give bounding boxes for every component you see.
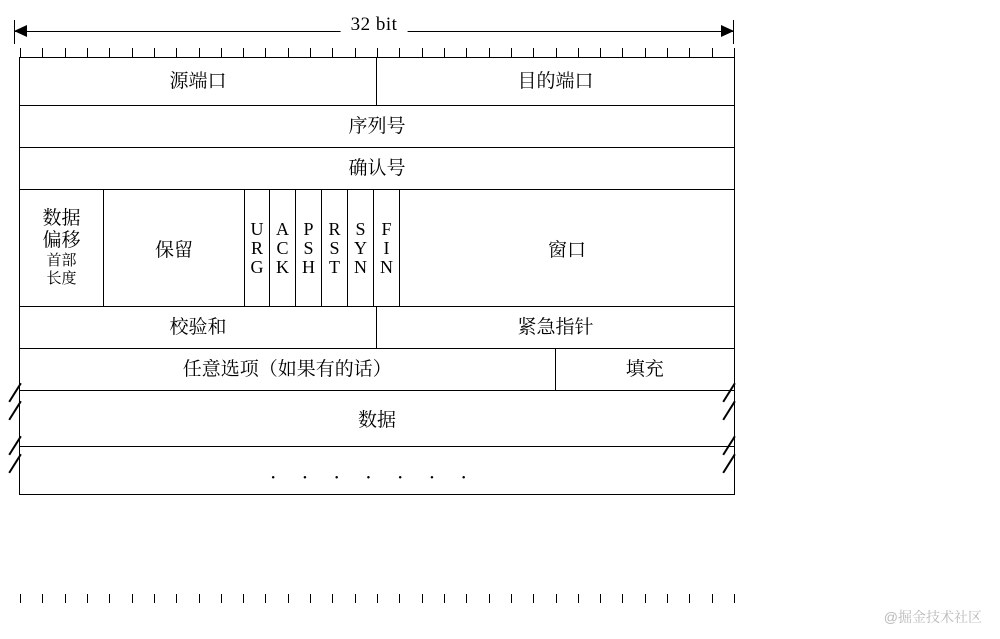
- bit-tick: [87, 48, 88, 57]
- bit-tick: [243, 48, 244, 57]
- bit-tick: [734, 48, 735, 57]
- bit-tick: [199, 594, 200, 603]
- data-offset-sub2: 长度: [46, 271, 77, 287]
- field-urgent-pointer: 紧急指针: [517, 316, 594, 338]
- bit-tick: [667, 48, 668, 57]
- bit-tick: [310, 594, 311, 603]
- row-ack: [20, 148, 734, 190]
- bit-tick: [622, 594, 623, 603]
- bit-tick: [667, 594, 668, 603]
- watermark: @掘金技术社区: [883, 609, 982, 625]
- break-slash-right-icon-2: [721, 454, 747, 488]
- flag-letter: H: [302, 256, 315, 277]
- flag-letter: N: [380, 256, 393, 277]
- bit-tick: [444, 48, 445, 57]
- bit-tick: [176, 594, 177, 603]
- bit-tick: [265, 48, 266, 57]
- ruler-right-arrow-icon: [721, 25, 734, 37]
- flag-letter: A: [276, 218, 289, 239]
- bit-tick: [221, 48, 222, 57]
- bit-tick: [154, 48, 155, 57]
- bit-tick: [355, 594, 356, 603]
- flag-letter: S: [329, 237, 340, 258]
- bit-tick: [511, 48, 512, 57]
- bit-tick: [132, 594, 133, 603]
- flag-letter: U: [250, 218, 264, 239]
- flag-urg: [244, 190, 270, 306]
- flag-letter: K: [276, 256, 289, 277]
- flag-rst: [322, 190, 348, 306]
- flag-letter: C: [276, 237, 289, 258]
- bit-ticks-bottom: [20, 594, 734, 603]
- flag-letter: I: [383, 237, 390, 258]
- bit-tick: [288, 594, 289, 603]
- bit-tick: [489, 48, 490, 57]
- bit-tick: [422, 594, 423, 603]
- width-ruler: [14, 14, 734, 48]
- bit-tick: [132, 48, 133, 57]
- bit-tick: [310, 48, 311, 57]
- bit-tick: [377, 594, 378, 603]
- bit-tick: [444, 594, 445, 603]
- bit-tick: [422, 48, 423, 57]
- row-options-padding: [20, 349, 734, 391]
- data-offset-line2: 偏移: [42, 230, 81, 251]
- bit-tick: [399, 594, 400, 603]
- bit-tick: [556, 594, 557, 603]
- row-checksum-urgent: [20, 307, 734, 349]
- flag-letter: R: [328, 218, 341, 239]
- break-slash-left-icon: [7, 401, 33, 435]
- field-checksum: 校验和: [20, 307, 377, 348]
- bit-tick: [466, 594, 467, 603]
- flag-letter: S: [355, 218, 366, 239]
- bit-tick: [42, 594, 43, 603]
- flag-letter: P: [303, 218, 314, 239]
- bit-tick: [578, 48, 579, 57]
- ruler-label: 32 bit: [341, 14, 408, 36]
- flags-group: [244, 190, 400, 306]
- flag-letter: R: [250, 237, 263, 258]
- bit-tick: [377, 48, 378, 57]
- field-padding: 填充: [625, 358, 664, 380]
- row-sequence: [20, 106, 734, 148]
- bit-tick: [645, 594, 646, 603]
- bit-tick: [154, 594, 155, 603]
- field-sequence-number: 序列号: [348, 115, 406, 137]
- bit-tick: [65, 594, 66, 603]
- row-ports: [20, 58, 734, 106]
- ruler-left-arrow-icon: [14, 25, 27, 37]
- bit-tick: [533, 594, 534, 603]
- field-reserved: 保留: [154, 239, 193, 261]
- bit-tick: [466, 48, 467, 57]
- field-ack-number: 确认号: [348, 157, 406, 179]
- field-dest-port: 目的端口: [517, 70, 594, 92]
- field-options: 任意选项（如果有的话）: [20, 349, 556, 390]
- field-data: 数据: [357, 410, 396, 431]
- flag-syn: [348, 190, 374, 306]
- field-window: 窗口: [547, 239, 586, 261]
- break-slash-left-icon-2: [7, 454, 33, 488]
- bit-tick: [645, 48, 646, 57]
- flag-psh: [296, 190, 322, 306]
- field-source-port: 源端口: [20, 58, 377, 105]
- flag-letter: F: [381, 218, 392, 239]
- bit-tick: [199, 48, 200, 57]
- bit-tick: [20, 594, 21, 603]
- bit-tick: [332, 48, 333, 57]
- bit-tick: [712, 594, 713, 603]
- bit-tick: [221, 594, 222, 603]
- bit-tick: [87, 594, 88, 603]
- bit-tick: [42, 48, 43, 57]
- flag-ack: [270, 190, 296, 306]
- field-data-offset: [20, 190, 104, 306]
- bit-ticks-top: [20, 48, 734, 57]
- row-offset-flags-window: [20, 190, 734, 307]
- bit-tick: [600, 594, 601, 603]
- row-continuation: [20, 447, 734, 494]
- bit-tick: [712, 48, 713, 57]
- bit-tick: [109, 594, 110, 603]
- bit-tick: [600, 48, 601, 57]
- row-data: [20, 391, 734, 447]
- bit-tick: [65, 48, 66, 57]
- bit-tick: [288, 48, 289, 57]
- bit-tick: [511, 594, 512, 603]
- flag-letter: N: [354, 256, 367, 277]
- bit-tick: [734, 594, 735, 603]
- bit-tick: [243, 594, 244, 603]
- bit-tick: [622, 48, 623, 57]
- bit-tick: [533, 48, 534, 57]
- flag-letter: G: [250, 256, 264, 277]
- bit-tick: [355, 48, 356, 57]
- bit-tick: [689, 48, 690, 57]
- bit-tick: [689, 594, 690, 603]
- flag-fin: [374, 190, 400, 306]
- bit-tick: [556, 48, 557, 57]
- data-offset-sub1: 首部: [46, 253, 77, 269]
- bit-tick: [109, 48, 110, 57]
- bit-tick: [399, 48, 400, 57]
- flag-letter: T: [329, 256, 340, 277]
- field-continuation-dots: ． ． ． ． ． ． ．: [270, 462, 484, 483]
- data-offset-line1: 数据: [42, 208, 81, 229]
- bit-tick: [176, 48, 177, 57]
- bit-tick: [332, 594, 333, 603]
- flag-letter: Y: [354, 237, 367, 258]
- bit-tick: [20, 48, 21, 57]
- header-table: [19, 57, 735, 495]
- bit-tick: [489, 594, 490, 603]
- bit-tick: [578, 594, 579, 603]
- break-slash-right-icon: [721, 401, 747, 435]
- bit-tick: [265, 594, 266, 603]
- flag-letter: S: [303, 237, 314, 258]
